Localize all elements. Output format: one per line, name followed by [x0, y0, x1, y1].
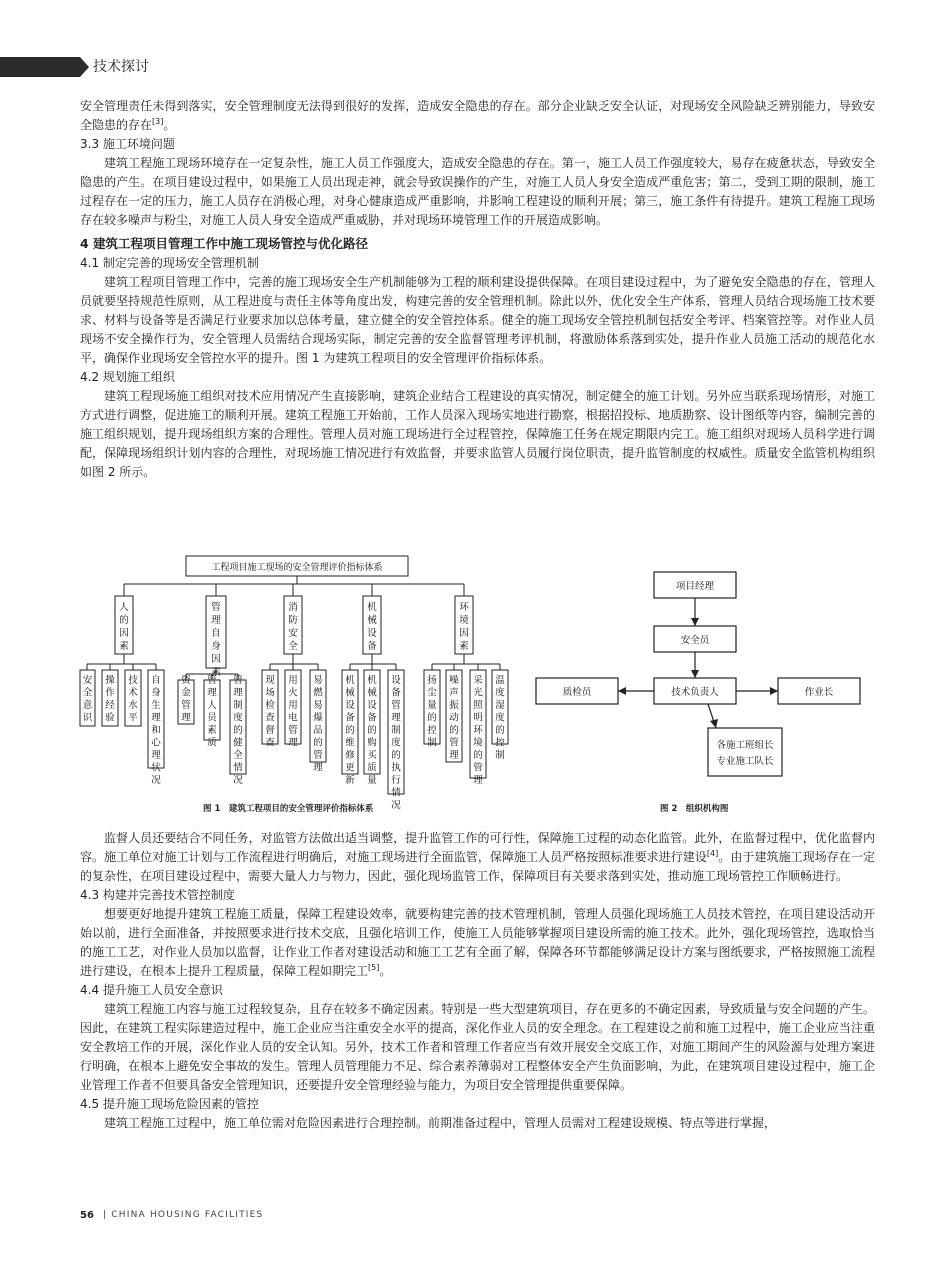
- node-foreman: 作业长: [804, 687, 834, 698]
- paragraph-4-2: 建筑工程现场施工组织对技术应用情况产生直接影响，建筑企业结合工程建设的真实情况，制定健全的施工计划。另外应当联系现场情形，对施工方式进行调整，促进施工的顺利开展。建筑工程施工开始前，工作人员深入现场实地进行勘察，根据招投标、地质勘察、设计图纸等内容，编制完善的施工组织规划，提升现场组织方案的合理性。管理人员对施工现场进行全过程管控，保障施工任务在规定期限内完工。施工组织对现场人员科学进行调配，保障现场组织计划内容的合理性，对现场施工情况进行有效监督，并要求监管人员履行岗位职责，提升监管制度的权威性。质量安全监管机构组织如图 2 所示。: [80, 389, 875, 479]
- paragraph-3-2-end: 安全管理责任未得到落实，安全管理制度无法得到很好的发挥，造成安全隐患的存在。部分企业缺乏安全认证，对现场安全风险缺乏辨别能力，导致安全隐患的存在[3]。: [80, 99, 875, 132]
- section-title: 技术探讨: [93, 59, 149, 75]
- paragraph-4-4: 建筑工程施工内容与施工过程较复杂，且存在较多不确定因素。特别是一些大型建筑项目，存在更多的不确定因素，导致质量与安全问题的产生。因此，在建筑工程实际建造过程中，施工企业应当注重安全水平的提高，深化作业人员的安全理念。在工程建设之前和施工过程中，施工企业应当注重安全教培工作的开展，深化作业人员的安全认知。另外，技术工作者和管理工作者应当有效开展安全交底工作，对施工期间产生的风险源与处理方案进行明确，在根本上避免安全事故的发生。管理人员管理能力不足、综合素养薄弱对工程整体安全产生负面影响，为此，在建筑项目建设过程中，施工企业管理工作者不但要具备安全管理知识，还要提升安全管理经验与能力，为项目安全管理提供重要保障。: [80, 1002, 875, 1092]
- heading-4-4: 4.4 提升施工人员安全意识: [80, 983, 223, 997]
- node-safety-officer: 安全员: [680, 635, 710, 646]
- node-teams-line1: 各施工班组长: [716, 740, 774, 751]
- section-tab-bar: [0, 57, 80, 77]
- fig1-item-3-2: 用火用电管理: [288, 675, 298, 749]
- paragraph-4-5: 建筑工程施工过程中，施工单位需对危险因素进行合理控制。前期准备过程中，管理人员需对工程建设规模、特点等进行掌握，: [104, 1116, 777, 1130]
- bottom-text: [80, 829, 875, 1133]
- fig1-item-5-3: 采光照明环境的管理: [473, 675, 483, 786]
- heading-4-2: 4.2 规划施工组织: [80, 370, 175, 384]
- heading-4-3: 4.3 构建并完善技术管控制度: [80, 888, 235, 902]
- fig1-item-2-2: 管理人员素质: [207, 675, 217, 749]
- node-teams-line2: 专业施工队长: [716, 756, 774, 767]
- paragraph-3-3: 建筑工程施工现场环境存在一定复杂性，施工人员工作强度大，造成安全隐患的存在。第一，施工人员工作强度较大，易存在疲惫状态，导致安全隐患的产生。在项目建设过程中，如果施工人员出现走神，就会导致误操作的产生，对施工人员人身安全造成严重危害；第二，受到工期的限制，施工过程存在一定的压力，施工人员存在消极心理，对身心健康造成严重影响，并影响工程建设的顺利开展；第三，施工条件有待提升。建筑工程施工现场存在较多噪声与粉尘，对施工人员人身安全造成严重威胁，并对现场环境管理工作的开展造成影响。: [80, 156, 875, 227]
- paragraph-4-3: 想要更好地提升建筑工程施工质量，保障工程建设效率，就要构建完善的技术管理机制，管理人员强化现场施工人员技术管控，在项目建设活动开始以前，进行全面准备，并按照要求进行技术交底，且强化培训工作，使施工人员能够掌握项目建设所需的施工技术。此外，强化现场管控，选取恰当的施工工艺，对作业人员加以监督，让作业工作者对建设活动和施工工艺有全面了解，保障各环节都能够满足设计方案与图纸要求，严格按照施工流程进行建设，在根本上提升工程质量，保障工程如期完工[5]。: [80, 907, 875, 978]
- node-project-manager: 项目经理: [675, 581, 715, 592]
- fig1-root-label: 工程项目施工现场的安全管理评价指标体系: [211, 563, 383, 573]
- journal-name: | CHINA HOUSING FACILITIES: [103, 1210, 264, 1220]
- fig1-item-3-3: 易燃易爆品的管理: [313, 675, 323, 774]
- fig1-item-5-2: 噪声振动的管理: [449, 675, 459, 761]
- fig1-item-4-2: 机械设备的购买质量: [367, 675, 377, 786]
- paragraph-4-1: 建筑工程项目管理工作中，完善的施工现场安全生产机制能够为工程的顺利建设提供保障。在项目建设过程中，为了避免安全隐患的存在，管理人员就要坚持规范性原则，从工程进度与责任主体等角度出发，构建完善的安全管理机制。除此以外，优化安全生产体系，管理人员结合现场施工技术要求、材料与设备等是否满足行业要求加以总体考量，建立健全的安全管控体系。健全的施工现场安全管控机制包括安全考评、档案管控等。对作业人员现场不安全操作行为，安全管理人员需结合现场实际，制定完善的安全监督管理考评机制，将激励体系落到实处，提升作业人员施工活动的规范化水平，确保作业现场安全管控水平的提升。图 1 为建筑工程项目的安全管理评价指标体系。: [80, 275, 875, 365]
- fig1-item-4-3: 设备管理制度的执行情况: [391, 675, 401, 811]
- node-technical-lead: 技术负责人: [671, 687, 719, 698]
- heading-4-5: 4.5 提升施工现场危险因素的管控: [80, 1097, 259, 1111]
- fig1-item-2-3: 管理制度的健全情况: [233, 675, 243, 786]
- fig1-item-4-1: 机械设备的维修更新: [345, 675, 355, 786]
- fig1-item-5-4: 温度湿度的控制: [495, 675, 505, 761]
- fig1-category-3: 消防安全: [288, 602, 298, 652]
- fig1-item-5-1: 扬尘量的控制: [427, 675, 437, 749]
- fig1-category-1: 人的因素: [119, 602, 129, 652]
- top-text: [80, 97, 875, 482]
- section-tab-arrow: [80, 57, 89, 77]
- figure-1-caption: 图 1 建筑工程项目的安全管理评价指标体系: [203, 804, 374, 814]
- fig1-item-1-2: 操作经验: [105, 675, 115, 724]
- fig1-item-3-1: 现场检查督查: [265, 675, 275, 749]
- figure-2-caption: 图 2 组织机构图: [660, 804, 729, 814]
- fig1-category-2: 管理自身因素: [211, 602, 221, 678]
- fig1-item-2-1: 资金管理: [181, 675, 191, 724]
- fig1-category-4: 机械设备: [367, 602, 377, 652]
- fig1-item-1-1: 安全意识: [82, 675, 93, 724]
- heading-3-3: 3.3 施工环境问题: [80, 137, 175, 151]
- heading-4: 4 建筑工程项目管理工作中施工现场管控与优化路径: [80, 236, 369, 251]
- heading-4-1: 4.1 制定完善的现场安全管理机制: [80, 256, 259, 270]
- fig1-item-1-4: 自身生理和心理状况: [151, 675, 161, 786]
- fig1-category-5: 环境因素: [459, 602, 469, 652]
- node-quality-inspector: 质检员: [562, 687, 592, 698]
- page-number: 56: [80, 1210, 94, 1221]
- figure-2-diagram: [530, 560, 834, 790]
- paragraph-4-2-cont: 监督人员还要结合不同任务，对监管方法做出适当调整，提升监管工作的可行性，保障施工过程的动态化监管。此外，在监督过程中，优化监督内容。施工单位对施工计划与工作流程进行明确后，对施工现场进行全面监管，保障施工人员严格按照标准要求进行建设[4]。由于建筑施工现场存在一定的复杂性，在项目建设过程中，需要大量人力与物力，因此，强化现场监管工作，保障项目有关要求落到实处，推动施工现场管控工作顺畅进行。: [80, 831, 875, 883]
- fig1-item-1-3: 技术水平: [128, 675, 138, 724]
